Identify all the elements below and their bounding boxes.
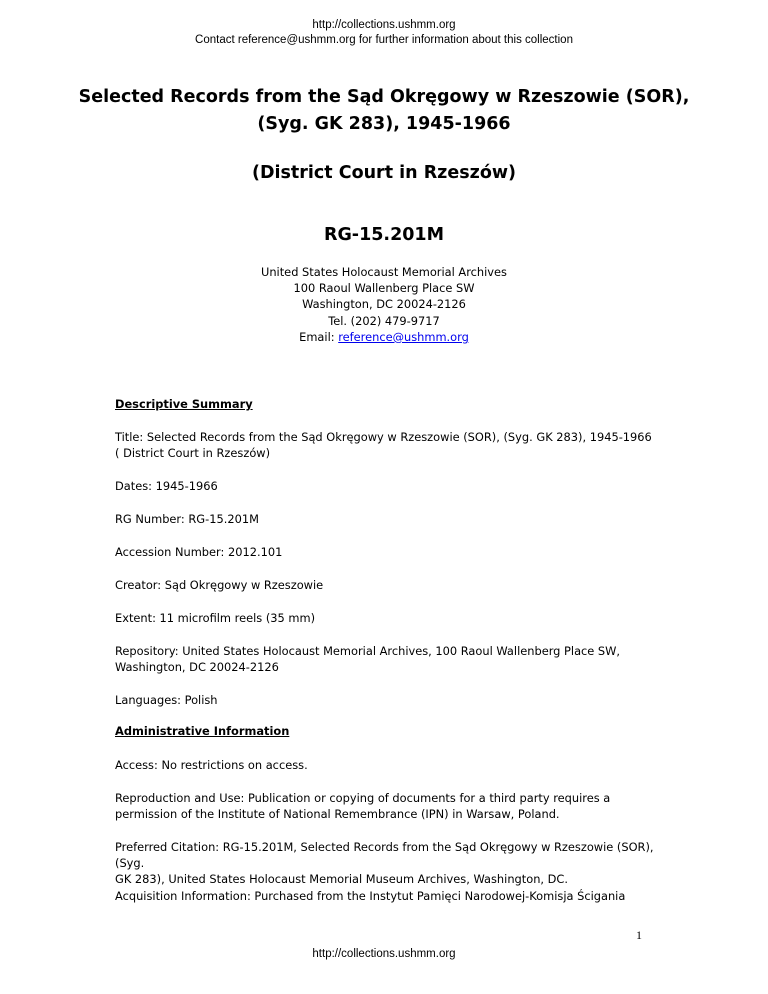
- address-street: 100 Raoul Wallenberg Place SW: [293, 281, 475, 296]
- document-subtitle: (District Court in Rzeszów): [251, 163, 517, 183]
- creator-field: Creator: Sąd Okręgowy w Rzeszowie: [115, 578, 324, 592]
- title-field: [115, 429, 675, 461]
- access-field: Access: No restrictions on access.: [115, 758, 308, 772]
- extent-field: Extent: 11 microfilm reels (35 mm): [115, 611, 316, 625]
- reproduction-line-1: Reproduction and Use: Publication or copying of documents for a third party requires a: [115, 791, 611, 805]
- header-url: http://collections.ushmm.org: [312, 19, 456, 31]
- dates-field: Dates: 1945-1966: [115, 479, 218, 493]
- title-line-2: (Syg. GK 283), 1945-1966: [257, 114, 511, 134]
- reproduction-field: [115, 790, 675, 822]
- address-org: United States Holocaust Memorial Archives: [261, 265, 507, 279]
- administrative-information-heading: Administrative Information: [115, 724, 290, 738]
- descriptive-summary-heading: Descriptive Summary: [115, 397, 253, 411]
- title-line-1: Selected Records from the Sąd Okręgowy w Rzeszowie (SOR),: [78, 87, 690, 107]
- title-field-line-2: ( District Court in Rzeszów): [115, 446, 271, 461]
- acquisition-field: Acquisition Information: Purchased from the Instytut Pamięci Narodowej-Komisja Ścigania: [115, 889, 626, 903]
- header-note: [0, 18, 768, 48]
- record-group-number: RG-15.201M: [323, 225, 445, 245]
- email-label: Email:: [299, 329, 339, 344]
- title-field-line-1: Title: Selected Records from the Sąd Okręgowy w Rzeszowie (SOR), (Syg. GK 283), 1945-1966: [115, 430, 652, 444]
- repository-line-2: Washington, DC 20024-2126: [115, 660, 279, 675]
- address-tel: Tel. (202) 479-9717: [328, 313, 440, 328]
- document-title: [0, 84, 768, 138]
- address-block: [0, 264, 768, 345]
- repository-line-1: Repository: United States Holocaust Memorial Archives, 100 Raoul Wallenberg Place SW,: [115, 644, 621, 658]
- reproduction-line-2: permission of the Institute of National Remembrance (IPN) in Warsaw, Poland.: [115, 807, 560, 822]
- citation-field: [115, 839, 675, 888]
- email-link[interactable]: reference@ushmm.org: [338, 329, 469, 344]
- rg-number-field: RG Number: RG-15.201M: [115, 512, 259, 526]
- address-email-line: [0, 329, 768, 345]
- address-city: Washington, DC 20024-2126: [302, 297, 466, 312]
- repository-field: [115, 643, 675, 675]
- citation-line-1: Preferred Citation: RG-15.201M, Selected Records from the Sąd Okręgowy w Rzeszowie (SOR), (Syg.: [115, 840, 654, 871]
- citation-line-2: GK 283), United States Holocaust Memorial Museum Archives, Washington, DC.: [115, 872, 569, 887]
- footer-url: http://collections.ushmm.org: [312, 948, 456, 960]
- accession-field: Accession Number: 2012.101: [115, 545, 283, 559]
- languages-field: Languages: Polish: [115, 693, 218, 707]
- header-contact: Contact reference@ushmm.org for further information about this collection: [195, 34, 573, 46]
- page-number: 1: [636, 928, 642, 942]
